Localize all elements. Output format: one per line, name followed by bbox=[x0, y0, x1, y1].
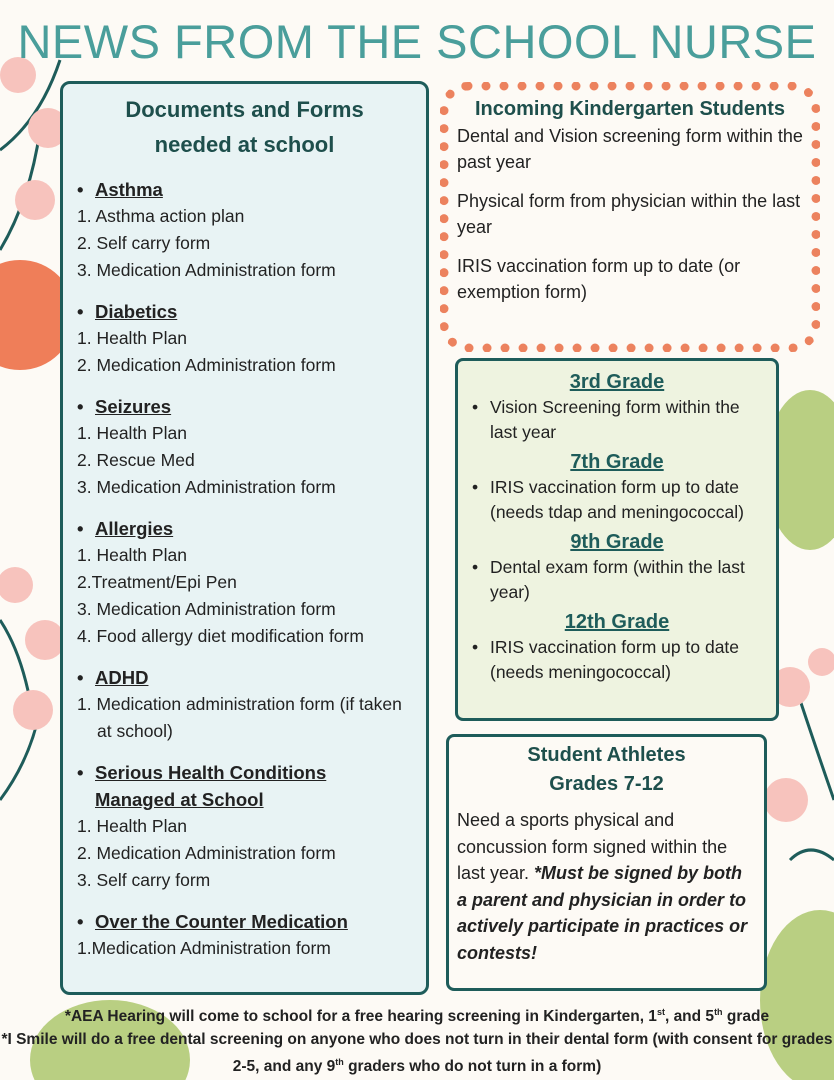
grade-item: • IRIS vaccination form up to date (needs meningococcal) bbox=[468, 635, 766, 685]
form-section bbox=[75, 664, 414, 745]
kindergarten-panel bbox=[440, 82, 820, 352]
section-item: 1.Medication Administration form bbox=[77, 938, 331, 958]
form-section bbox=[75, 393, 414, 501]
section-item: 2. Medication Administration form bbox=[77, 355, 336, 375]
section-item: 3. Medication Administration form bbox=[77, 260, 336, 280]
athletes-heading-line1: Student Athletes bbox=[527, 744, 686, 766]
documents-heading-line1: Documents and Forms bbox=[125, 97, 364, 122]
section-item: 2. Rescue Med bbox=[77, 450, 195, 470]
footer-dental-note: *I Smile will do a free dental screening on anyone who does not turn in their dental form (with consent for grades 2-5, and any 9th graders who do not turn in a form) bbox=[1, 1031, 833, 1076]
section-item: 3. Medication Administration form bbox=[77, 477, 336, 497]
footer-hearing-note: *AEA Hearing will come to school for a free hearing screening in Kindergarten, 1st, and 5th grade bbox=[64, 1007, 770, 1026]
grade-item: • Vision Screening form within the last year bbox=[468, 395, 766, 445]
student-athletes-panel bbox=[446, 734, 767, 991]
section-title: • Asthma bbox=[75, 176, 414, 203]
form-section bbox=[75, 908, 414, 962]
section-item: 1. Health Plan bbox=[77, 816, 187, 836]
grade-heading: 3rd Grade bbox=[569, 371, 665, 393]
section-item: 2. Medication Administration form bbox=[77, 843, 336, 863]
documents-heading-line2: needed at school bbox=[154, 132, 335, 157]
kindergarten-item: Dental and Vision screening form within the past year bbox=[457, 126, 803, 172]
section-title: • Over the Counter Medication bbox=[75, 908, 414, 935]
athletes-text bbox=[457, 807, 756, 966]
form-section bbox=[75, 515, 414, 650]
form-section bbox=[75, 298, 414, 379]
section-title: • Allergies bbox=[75, 515, 414, 542]
athletes-requirement: Need a sports physical and concussion form signed within the last year. bbox=[457, 810, 728, 883]
section-item: 1. Health Plan bbox=[77, 423, 187, 443]
grade-item: • IRIS vaccination form up to date (needs tdap and meningococcal) bbox=[468, 475, 766, 525]
section-item: 3. Medication Administration form bbox=[77, 599, 336, 619]
footer-notes bbox=[0, 1001, 834, 1078]
kindergarten-item: Physical form from physician within the last year bbox=[457, 191, 801, 237]
kindergarten-item: IRIS vaccination form up to date (or exemption form) bbox=[457, 256, 741, 302]
section-title: • Diabetics bbox=[75, 298, 414, 325]
form-section bbox=[75, 176, 414, 284]
kindergarten-heading: Incoming Kindergarten Students bbox=[474, 98, 786, 120]
section-title: • ADHD bbox=[75, 664, 414, 691]
section-item: 4. Food allergy diet modification form bbox=[77, 626, 364, 646]
athletes-heading-line2: Grades 7-12 bbox=[549, 773, 664, 795]
grade-requirements-panel bbox=[455, 358, 779, 721]
form-section bbox=[75, 759, 414, 894]
section-title: • Serious Health Conditions Managed at School bbox=[75, 759, 365, 813]
section-title: • Seizures bbox=[75, 393, 414, 420]
grade-heading: 12th Grade bbox=[564, 611, 670, 633]
page-title: NEWS FROM THE SCHOOL NURSE bbox=[17, 15, 817, 68]
documents-forms-panel bbox=[60, 81, 429, 995]
section-item: 1. Health Plan bbox=[77, 545, 187, 565]
section-item: 1. Health Plan bbox=[77, 328, 187, 348]
section-item: 2.Treatment/Epi Pen bbox=[77, 572, 237, 592]
athletes-emphasis: *Must be signed by both a parent and physician in order to actively participate in practices or contests! bbox=[457, 863, 748, 963]
section-item: 3. Self carry form bbox=[77, 870, 211, 890]
grade-item: • Dental exam form (within the last year) bbox=[468, 555, 766, 605]
section-item: 2. Self carry form bbox=[77, 233, 211, 253]
section-item: 1. Medication administration form (if taken at school) bbox=[77, 694, 402, 741]
grade-heading: 9th Grade bbox=[570, 531, 664, 553]
section-item: 1. Asthma action plan bbox=[77, 206, 245, 226]
grade-heading: 7th Grade bbox=[570, 451, 664, 473]
